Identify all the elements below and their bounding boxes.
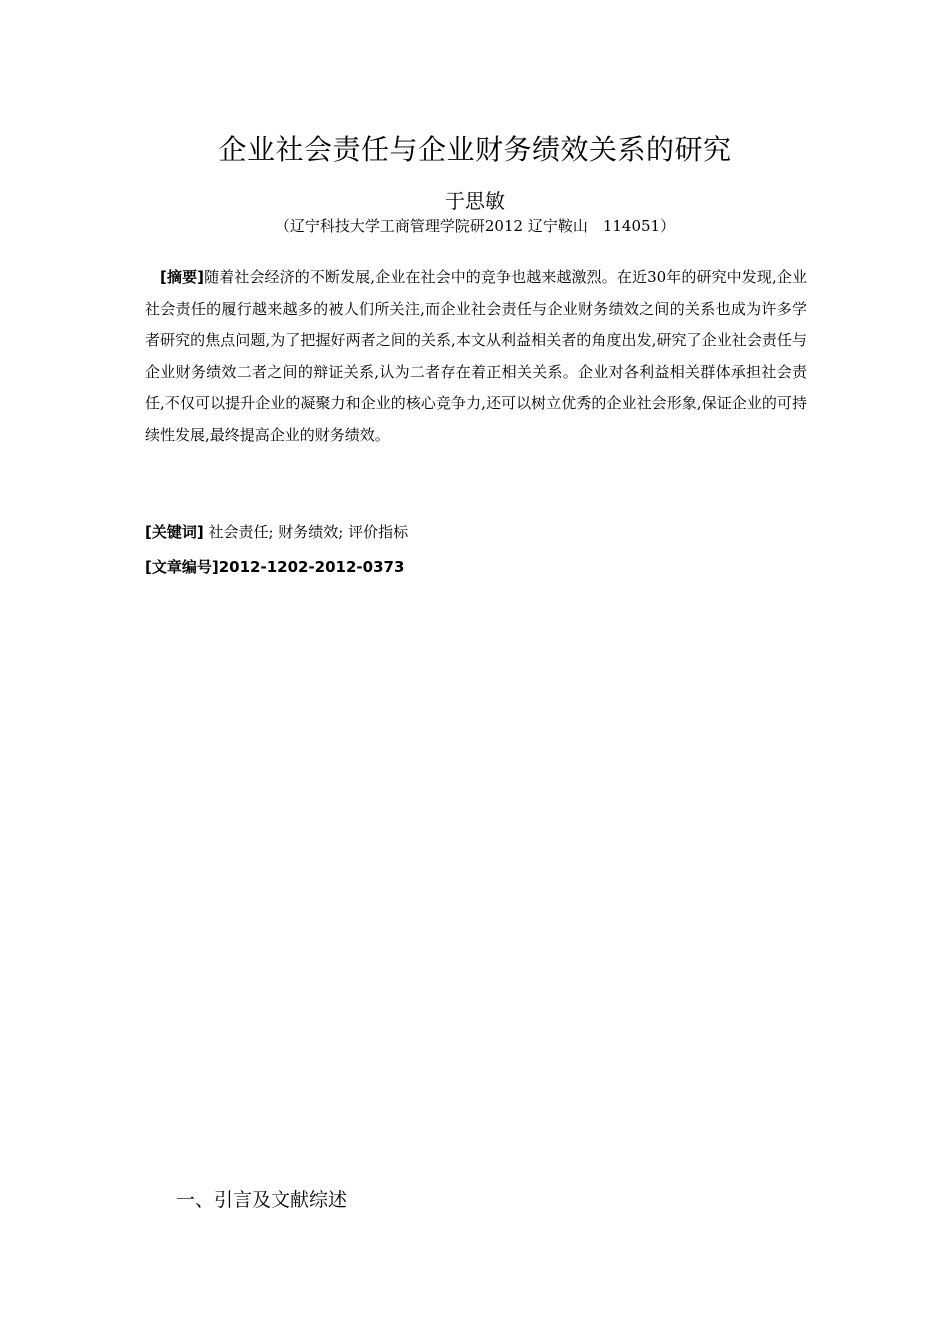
article-number-line — [145, 554, 807, 580]
article-number-label: [文章编号] — [145, 558, 219, 576]
section-heading: 一、引言及文献综述 — [176, 1189, 348, 1211]
abstract-paragraph — [145, 262, 807, 451]
author-affiliation: （辽宁科技大学工商管理学院研2012 辽宁鞍山 114051） — [274, 217, 676, 235]
paper-title: 企业社会责任与企业财务绩效关系的研究 — [218, 133, 732, 166]
abstract-text: 随着社会经济的不断发展,企业在社会中的竞争也越来越激烈。在近30年的研究中发现,企业社会责任的履行越来越多的被人们所关注,而企业社会责任与企业财务绩效之间的关系也成为许多学者研究的焦点问题,为了把握好两者之间的关系,本文从利益相关者的角度出发,研究了企业社会责任与企业财务绩效二者之间的辩证关系,认为二者存在着正相关关系。企业对各利益相关群体承担社会责任,不仅可以提升企业的凝聚力和企业的核心竞争力,还可以树立优秀的企业社会形象,保证企业的可持续性发展,最终提高企业的财务绩效。 — [145, 268, 807, 444]
keywords-line — [145, 519, 807, 545]
abstract-label: [摘要] — [160, 268, 205, 286]
keywords-label: [关键词] — [145, 523, 204, 541]
author-name: 于思敏 — [445, 189, 505, 213]
article-number-value: 2012-1202-2012-0373 — [218, 558, 405, 576]
keywords-text: 社会责任; 财务绩效; 评价指标 — [203, 523, 409, 541]
